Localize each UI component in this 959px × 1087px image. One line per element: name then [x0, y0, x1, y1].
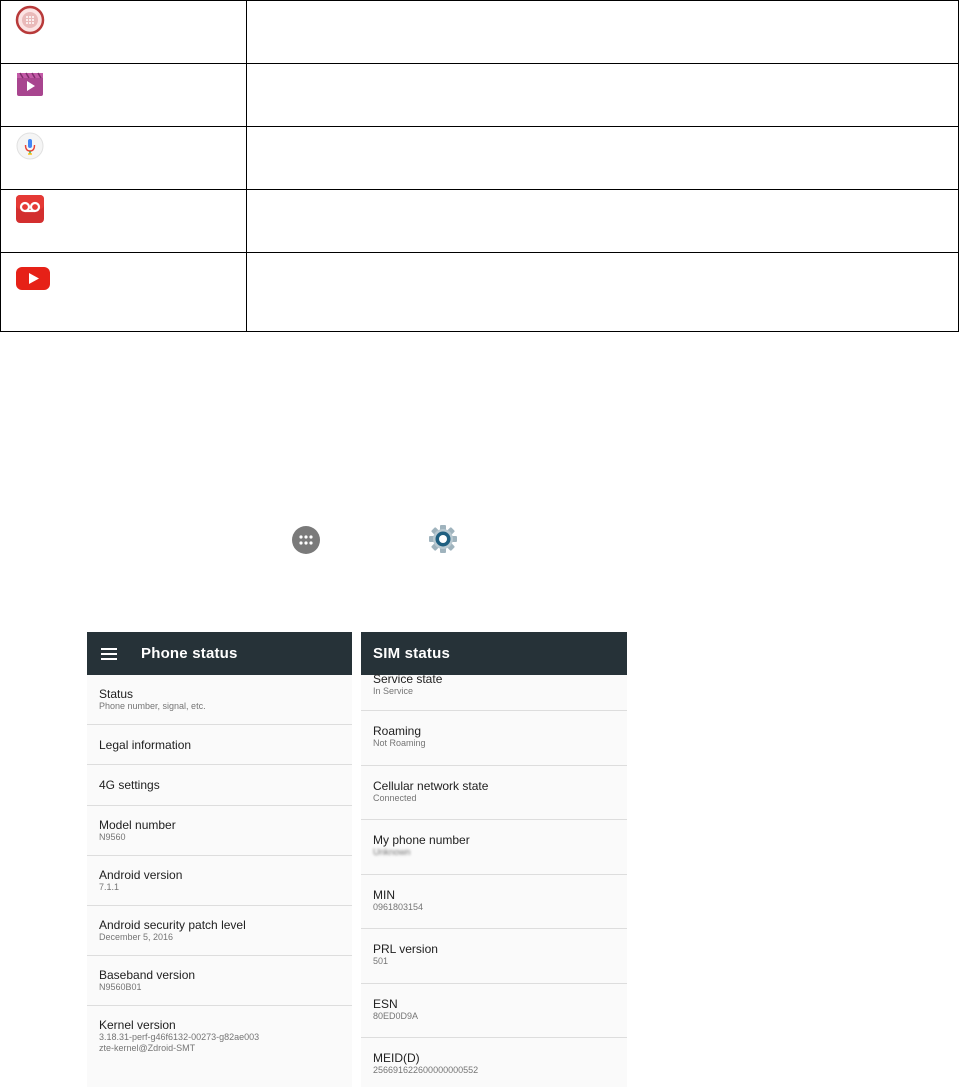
list-item-model-number[interactable]: Model number N9560 [87, 806, 352, 856]
apps-launcher-icon [291, 525, 321, 555]
hamburger-menu-icon[interactable] [101, 648, 117, 660]
list-item-prl-version[interactable]: PRL version 501 [361, 929, 627, 984]
list-item-service-state[interactable]: Service state In Service [361, 666, 627, 711]
list-item-roaming[interactable]: Roaming Not Roaming [361, 711, 627, 766]
app-table-row [1, 253, 959, 332]
app-table-row [1, 1, 959, 64]
sim-status-screen [361, 632, 627, 1087]
list-item-security-patch-level[interactable]: Android security patch level December 5, 2016 [87, 906, 352, 956]
list-item-kernel-version[interactable]: Kernel version 3.18.31-perf-g46f6132-00273-g82ae003 zte-kernel@Zdroid-SMT [99, 1018, 260, 1053]
page-title: Phone status [141, 645, 238, 662]
phone-status-screen [87, 632, 352, 1087]
app-table [0, 0, 959, 332]
list-item-4g-settings[interactable]: 4G settings [87, 765, 352, 806]
list-item-min[interactable]: MIN 0961803154 [361, 875, 627, 930]
gallery-grid-icon [15, 5, 45, 35]
list-item-baseband-version[interactable]: Baseband version N9560B01 [87, 956, 352, 1006]
voice-search-mic-icon [15, 131, 45, 161]
app-table-row [1, 190, 959, 253]
settings-gear-icon [428, 524, 458, 554]
app-table-row [1, 64, 959, 127]
video-clapper-play-icon [15, 68, 45, 98]
settings-list [361, 666, 627, 1087]
voicemail-icon [15, 194, 45, 224]
page-title: SIM status [373, 645, 451, 662]
list-item-status[interactable]: Status Phone number, signal, etc. [87, 675, 352, 725]
app-table-row [1, 127, 959, 190]
list-item-my-phone-number[interactable]: My phone number Unknown [361, 820, 627, 875]
list-item-meid[interactable]: MEID(D) 256691622600000000552 [373, 1051, 479, 1075]
app-bar [87, 632, 352, 675]
list-item-esn[interactable]: ESN 80ED0D9A [361, 984, 627, 1039]
list-item-android-version[interactable]: Android version 7.1.1 [87, 856, 352, 906]
settings-list [87, 675, 352, 1066]
list-item-legal-information[interactable]: Legal information [87, 725, 352, 765]
list-item-cellular-network-state[interactable]: Cellular network state Connected [361, 766, 627, 821]
youtube-play-icon [15, 263, 51, 293]
